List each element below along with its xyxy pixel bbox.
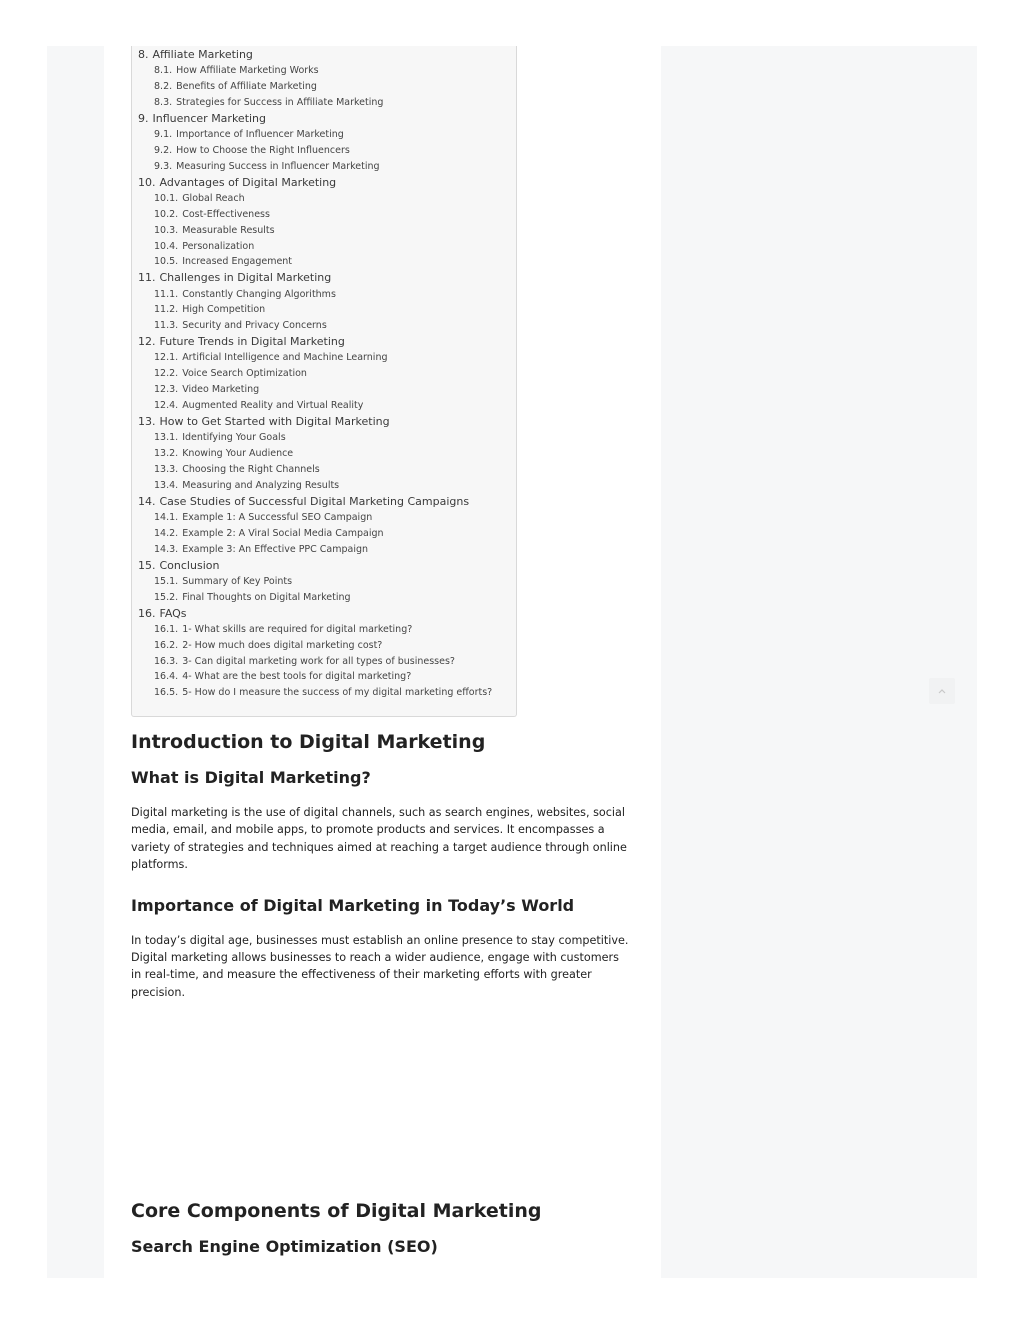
toc-number: 9.	[138, 111, 149, 125]
paragraph-what-is-digital-marketing: Digital marketing is the use of digital channels, such as search engines, websites, social media, email, and mobile apps, to promote products and services. It encompasses a variety of strategies and techniques aimed at reaching a target audience through online platforms.	[131, 806, 627, 872]
toc-sub-list	[138, 430, 492, 494]
toc-sub-label: Measuring Success in Influencer Marketing	[176, 160, 380, 172]
toc-sub-item	[154, 79, 492, 95]
toc-sub-number: 16.4.	[154, 671, 179, 683]
subheading-importance: Importance of Digital Marketing in Today’s World	[131, 895, 575, 915]
toc-sub-link[interactable]	[154, 685, 492, 701]
toc-sub-link[interactable]	[154, 350, 492, 366]
toc-sub-label: Global Reach	[182, 192, 245, 204]
toc-sub-number: 8.1.	[154, 65, 173, 77]
toc-sub-number: 9.1.	[154, 129, 173, 141]
toc-sub-item	[154, 654, 492, 670]
toc-sub-label: Final Thoughts on Digital Marketing	[182, 591, 351, 603]
toc-sub-number: 16.5.	[154, 687, 179, 699]
toc-sub-number: 9.3.	[154, 160, 173, 172]
toc-item	[138, 414, 492, 494]
toc-label: FAQs	[159, 606, 187, 620]
toc-sub-list	[138, 127, 492, 175]
toc-sub-link[interactable]	[154, 622, 492, 638]
toc-sub-item	[154, 462, 492, 478]
toc-sub-number: 12.4.	[154, 400, 179, 412]
toc-sub-link[interactable]	[154, 318, 492, 334]
toc-sub-link[interactable]	[154, 302, 492, 318]
toc-sub-number: 8.3.	[154, 96, 173, 108]
toc-sub-link[interactable]	[154, 127, 492, 143]
toc-sub-label: How to Choose the Right Influencers	[176, 144, 350, 156]
toc-sub-label: Example 3: An Effective PPC Campaign	[182, 543, 369, 555]
toc-sub-label: Benefits of Affiliate Marketing	[176, 81, 317, 93]
toc-sub-list	[138, 350, 492, 414]
toc-sub-link[interactable]	[154, 430, 492, 446]
toc-number: 16.	[138, 606, 156, 620]
toc-sub-item	[154, 542, 492, 558]
toc-sub-item	[154, 622, 492, 638]
toc-sub-label: 2- How much does digital marketing cost?	[182, 639, 383, 651]
toc-item	[138, 47, 492, 111]
toc-link[interactable]	[138, 270, 492, 286]
toc-item	[138, 270, 492, 334]
ad-space	[131, 1001, 631, 1197]
toc-sub-number: 14.2.	[154, 527, 179, 539]
toc-sub-label: Choosing the Right Channels	[182, 463, 320, 475]
toc-label: Conclusion	[159, 558, 220, 572]
toc-sub-label: Security and Privacy Concerns	[182, 320, 327, 332]
toc-label: How to Get Started with Digital Marketing	[159, 414, 390, 428]
toc-sub-item	[154, 127, 492, 143]
toc-sub-item	[154, 574, 492, 590]
toc-sub-number: 11.1.	[154, 288, 179, 300]
toc-sub-label: Example 1: A Successful SEO Campaign	[182, 511, 373, 523]
toc-sub-list	[138, 191, 492, 270]
toc-sub-link[interactable]	[154, 526, 492, 542]
toc-sub-link[interactable]	[154, 79, 492, 95]
toc-link[interactable]	[138, 414, 492, 430]
toc-sub-item	[154, 159, 492, 175]
toc-sub-label: 4- What are the best tools for digital marketing?	[182, 671, 412, 683]
toc-sub-label: Identifying Your Goals	[182, 432, 286, 444]
section-heading-introduction: Introduction to Digital Marketing	[131, 731, 486, 753]
toc-number: 8.	[138, 48, 149, 61]
toc-sub-number: 14.1.	[154, 511, 179, 523]
toc-list	[138, 47, 492, 701]
toc-sub-link[interactable]	[154, 159, 492, 175]
toc-sub-number: 16.3.	[154, 655, 179, 667]
toc-sub-number: 8.2.	[154, 81, 173, 93]
toc-sub-link[interactable]	[154, 254, 492, 270]
toc-sub-item	[154, 685, 492, 701]
toc-item	[138, 606, 492, 702]
toc-sub-link[interactable]	[154, 95, 492, 111]
toc-sub-item	[154, 366, 492, 382]
toc-sub-item	[154, 478, 492, 494]
toc-sub-label: Importance of Influencer Marketing	[176, 129, 344, 141]
toc-sub-item	[154, 430, 492, 446]
toc-sub-item	[154, 590, 492, 606]
toc-label: Influencer Marketing	[152, 111, 267, 125]
toc-sub-label: How Affiliate Marketing Works	[176, 65, 319, 77]
section-heading-core-components: Core Components of Digital Marketing	[131, 1200, 542, 1223]
toc-sub-number: 14.3.	[154, 543, 179, 555]
toc-number: 14.	[138, 494, 156, 508]
toc-sub-label: Increased Engagement	[182, 256, 293, 268]
toc-sub-label: Artificial Intelligence and Machine Learning	[182, 352, 388, 364]
toc-number: 10.	[138, 175, 156, 189]
toc-link[interactable]	[138, 494, 492, 510]
toc-sub-list	[138, 510, 492, 558]
toc-sub-number: 13.2.	[154, 448, 179, 460]
toc-sub-number: 9.2.	[154, 144, 173, 156]
toc-sub-number: 13.4.	[154, 479, 179, 491]
toc-item	[138, 558, 492, 606]
toc-sub-item	[154, 510, 492, 526]
toc-label: Future Trends in Digital Marketing	[159, 335, 345, 349]
toc-sub-label: High Competition	[182, 304, 266, 316]
toc-link[interactable]	[138, 175, 492, 191]
article-body	[131, 728, 631, 1259]
toc-link[interactable]	[138, 111, 492, 127]
toc-sub-item	[154, 638, 492, 654]
toc-sub-list	[138, 574, 492, 606]
toc-sub-link[interactable]	[154, 382, 492, 398]
toc-sub-list	[138, 622, 492, 701]
toc-label: Case Studies of Successful Digital Marketing Campaigns	[159, 494, 470, 508]
toc-sub-number: 10.2.	[154, 208, 179, 220]
toc-sub-label: 3- Can digital marketing work for all types of businesses?	[182, 655, 455, 667]
toc-item	[138, 175, 492, 271]
toc-link[interactable]	[138, 606, 492, 622]
scroll-to-top-button[interactable]	[929, 678, 955, 704]
toc-sub-label: Strategies for Success in Affiliate Marketing	[176, 96, 384, 108]
toc-sub-label: Summary of Key Points	[182, 575, 293, 587]
subheading-what-is-digital-marketing: What is Digital Marketing?	[131, 768, 371, 787]
toc-sub-link[interactable]	[154, 287, 492, 303]
toc-sub-list	[138, 63, 492, 111]
toc-sub-number: 12.2.	[154, 368, 179, 380]
toc-sub-number: 11.3.	[154, 320, 179, 332]
toc-sub-link[interactable]	[154, 574, 492, 590]
toc-sub-item	[154, 95, 492, 111]
toc-sub-label: Cost-Effectiveness	[182, 208, 270, 220]
toc-sub-link[interactable]	[154, 143, 492, 159]
toc-sub-number: 16.2.	[154, 639, 179, 651]
toc-sub-item	[154, 191, 492, 207]
toc-sub-number: 12.3.	[154, 384, 179, 396]
toc-item	[138, 111, 492, 175]
toc-sub-label: 5- How do I measure the success of my digital marketing efforts?	[182, 687, 493, 699]
paragraph-importance: In today’s digital age, businesses must establish an online presence to stay competitive. Digital marketing allows businesses to reach a wider audience, engage with customers in real-time, and measure the effectiveness of their marketing efforts with greater precision.	[131, 933, 629, 999]
toc-sub-item	[154, 350, 492, 366]
toc-link[interactable]	[138, 47, 492, 63]
toc-sub-label: Constantly Changing Algorithms	[182, 288, 336, 300]
toc-sub-link[interactable]	[154, 207, 492, 223]
toc-sub-item	[154, 143, 492, 159]
toc-sub-link[interactable]	[154, 669, 492, 685]
toc-sub-link[interactable]	[154, 638, 492, 654]
toc-sub-item	[154, 669, 492, 685]
toc-sub-link[interactable]	[154, 478, 492, 494]
toc-sub-number: 10.5.	[154, 256, 179, 268]
toc-sub-label: Measuring and Analyzing Results	[182, 479, 340, 491]
toc-sub-list	[138, 287, 492, 335]
toc-number: 12.	[138, 335, 156, 349]
toc-number: 15.	[138, 558, 156, 572]
toc-sub-number: 16.1.	[154, 623, 179, 635]
toc-sub-item	[154, 63, 492, 79]
toc-sub-item	[154, 239, 492, 255]
toc-sub-number: 12.1.	[154, 352, 179, 364]
toc-sub-number: 11.2.	[154, 304, 179, 316]
toc-sub-link[interactable]	[154, 398, 492, 414]
toc-sub-link[interactable]	[154, 366, 492, 382]
toc-item	[138, 334, 492, 414]
toc-sub-item	[154, 446, 492, 462]
toc-sub-number: 10.3.	[154, 224, 179, 236]
toc-sub-link[interactable]	[154, 510, 492, 526]
toc-sub-item	[154, 254, 492, 270]
toc-sub-item	[154, 398, 492, 414]
toc-sub-number: 15.1.	[154, 575, 179, 587]
toc-sub-link[interactable]	[154, 462, 492, 478]
toc-link[interactable]	[138, 334, 492, 350]
toc-sub-item	[154, 287, 492, 303]
toc-number: 11.	[138, 271, 156, 285]
toc-sub-label: Personalization	[182, 240, 255, 252]
toc-sub-link[interactable]	[154, 590, 492, 606]
toc-sub-item	[154, 302, 492, 318]
toc-sub-number: 10.1.	[154, 192, 179, 204]
toc-label: Advantages of Digital Marketing	[159, 175, 337, 189]
subheading-seo: Search Engine Optimization (SEO)	[131, 1237, 438, 1257]
toc-sub-label: Measurable Results	[182, 224, 275, 236]
toc-sub-number: 13.3.	[154, 463, 179, 475]
toc-number: 13.	[138, 414, 156, 428]
toc-item	[138, 494, 492, 558]
toc-sub-link[interactable]	[154, 63, 492, 79]
toc-label: Challenges in Digital Marketing	[159, 271, 332, 285]
toc-sub-link[interactable]	[154, 542, 492, 558]
toc-sub-label: Knowing Your Audience	[182, 448, 294, 460]
toc-sub-number: 13.1.	[154, 432, 179, 444]
toc-sub-item	[154, 223, 492, 239]
toc-sub-label: 1- What skills are required for digital marketing?	[182, 623, 413, 635]
toc-sub-label: Video Marketing	[182, 384, 260, 396]
toc-sub-link[interactable]	[154, 239, 492, 255]
toc-sub-link[interactable]	[154, 223, 492, 239]
toc-sub-number: 10.4.	[154, 240, 179, 252]
toc-sub-link[interactable]	[154, 446, 492, 462]
toc-sub-link[interactable]	[154, 191, 492, 207]
toc-link[interactable]	[138, 558, 492, 574]
toc-label: Affiliate Marketing	[152, 48, 253, 61]
chevron-up-icon	[938, 688, 946, 694]
toc-sub-item	[154, 207, 492, 223]
toc-sub-item	[154, 382, 492, 398]
toc-sub-label: Augmented Reality and Virtual Reality	[182, 400, 364, 412]
toc-sub-item	[154, 526, 492, 542]
toc-sub-item	[154, 318, 492, 334]
toc-sub-label: Example 2: A Viral Social Media Campaign	[182, 527, 384, 539]
toc-sub-number: 15.2.	[154, 591, 179, 603]
toc-sub-label: Voice Search Optimization	[182, 368, 307, 380]
toc-sub-link[interactable]	[154, 654, 492, 670]
